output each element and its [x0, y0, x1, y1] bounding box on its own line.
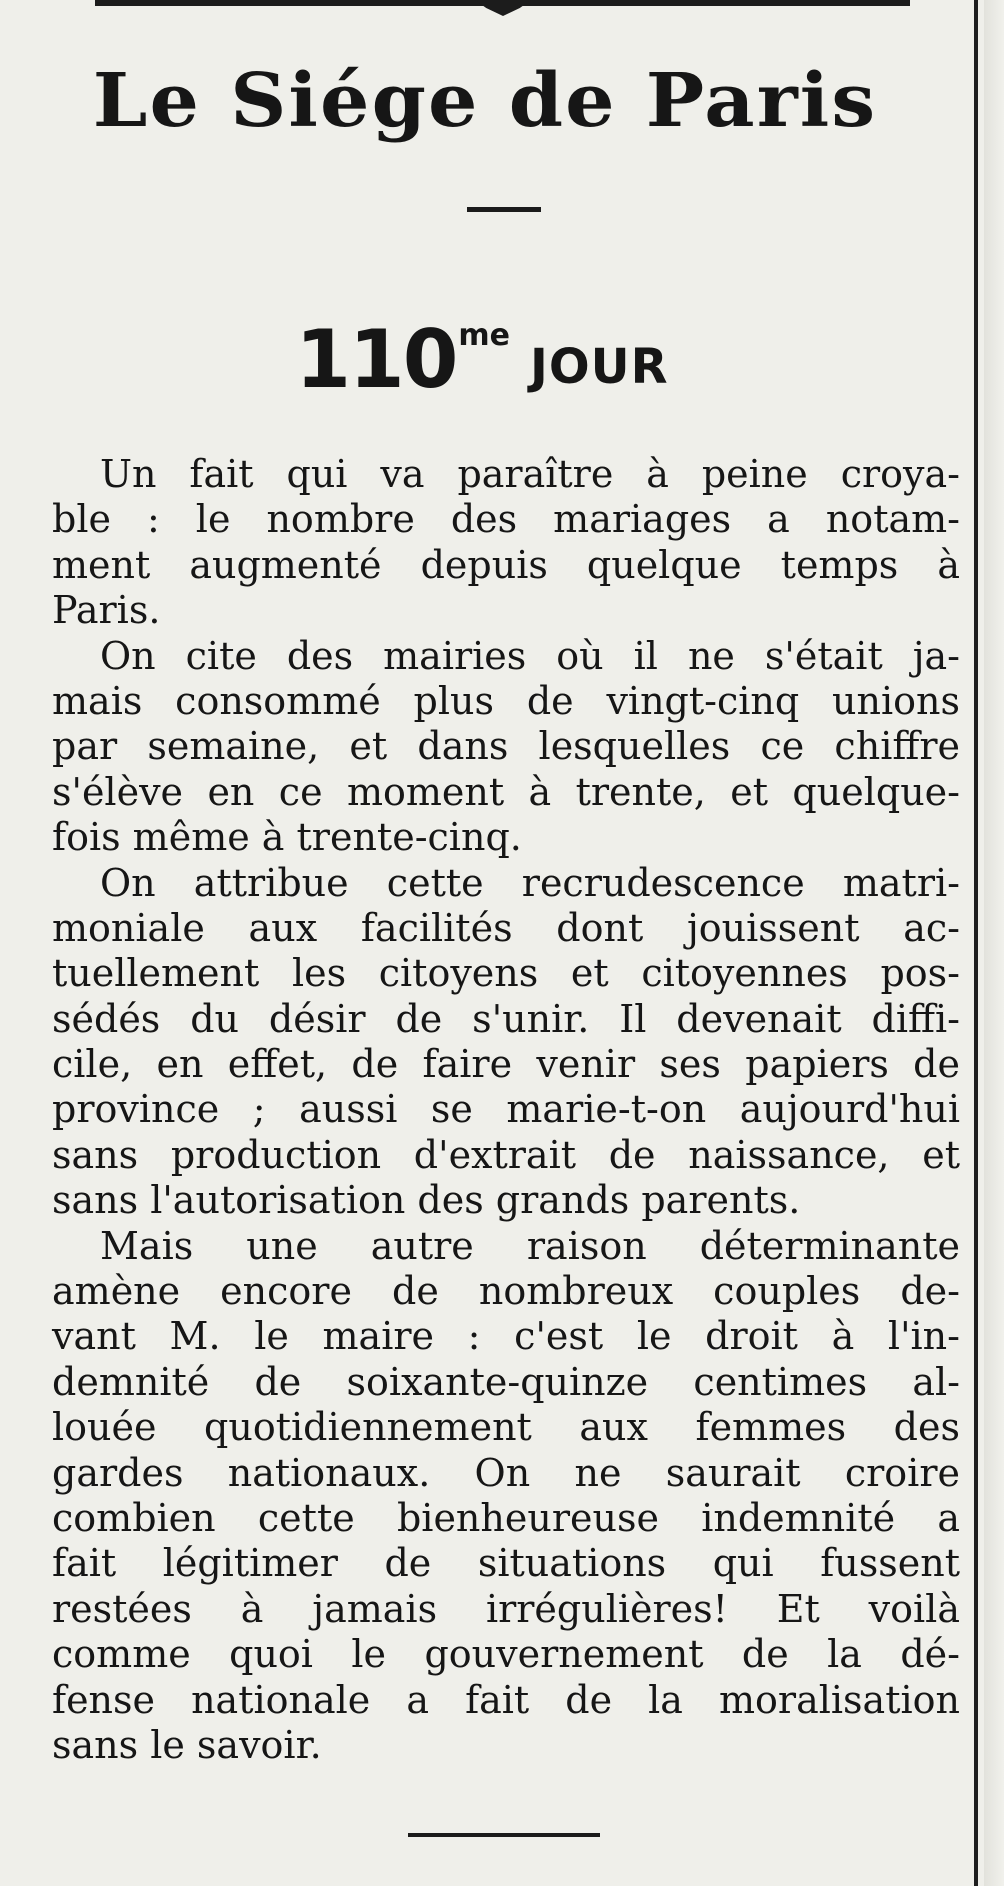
- text-line: On attribue cette recrudescence matri-: [100, 860, 960, 905]
- section-end-rule: [408, 1833, 600, 1837]
- article-body: [52, 452, 960, 1768]
- text-line: fense nationale a fait de la moralisation: [52, 1677, 960, 1722]
- text-line: fait légitimer de situations qui fussent: [52, 1541, 960, 1586]
- text-line: mais consommé plus de vingt-cinq unions: [52, 678, 960, 723]
- day-suffix: me: [458, 318, 510, 353]
- text-line: On cite des mairies où il ne s'était ja-: [100, 633, 960, 678]
- text-line: demnité de soixante-quinze centimes al-: [52, 1359, 960, 1404]
- title-separator: [467, 207, 541, 212]
- text-line: vant M. le maire : c'est le droit à l'in-: [52, 1314, 960, 1359]
- text-line: gardes nationaux. On ne saurait croire: [52, 1450, 960, 1495]
- text-line: cile, en effet, de faire venir ses papiers de: [52, 1042, 960, 1087]
- column-divider: [974, 0, 978, 1886]
- text-line: Paris.: [52, 588, 161, 633]
- text-line: amène encore de nombreux couples de-: [52, 1269, 960, 1314]
- text-line: sans le savoir.: [52, 1722, 322, 1767]
- text-line: restées à jamais irrégulières! Et voilà: [52, 1586, 960, 1631]
- text-line: Un fait qui va paraître à peine croya-: [100, 452, 960, 496]
- text-line: fois même à trente-cinq.: [52, 815, 522, 860]
- text-line: sans l'autorisation des grands parents.: [52, 1178, 801, 1223]
- text-line: par semaine, et dans lesquelles ce chiffre: [52, 724, 960, 769]
- text-line: s'élève en ce moment à trente, et quelque-: [52, 769, 960, 814]
- text-line: combien cette bienheureuse indemnité a: [52, 1495, 960, 1540]
- top-ornament-icon: [475, 0, 531, 16]
- text-line: ment augmenté depuis quelque temps à: [52, 542, 960, 587]
- text-line: province ; aussi se marie-t-on aujourd'hui: [52, 1087, 960, 1132]
- day-heading: [0, 313, 964, 406]
- text-line: moniale aux facilités dont jouissent ac-: [52, 905, 960, 950]
- text-line: tuellement les citoyens et citoyennes pos-: [52, 951, 960, 996]
- text-line: ble : le nombre des mariages a notam-: [52, 497, 960, 542]
- text-line: sans production d'extrait de naissance, et: [52, 1132, 960, 1177]
- article-title: Le Siége de Paris: [92, 58, 878, 144]
- day-number: 110: [295, 313, 457, 406]
- day-word: JOUR: [530, 339, 669, 395]
- text-line: louée quotidiennement aux femmes des: [52, 1405, 960, 1450]
- adjacent-column-fragment: [984, 0, 1004, 1886]
- text-line: Mais une autre raison déterminante: [100, 1223, 960, 1268]
- text-line: sédés du désir de s'unir. Il devenait diffi-: [52, 996, 960, 1041]
- text-line: comme quoi le gouvernement de la dé-: [52, 1632, 960, 1677]
